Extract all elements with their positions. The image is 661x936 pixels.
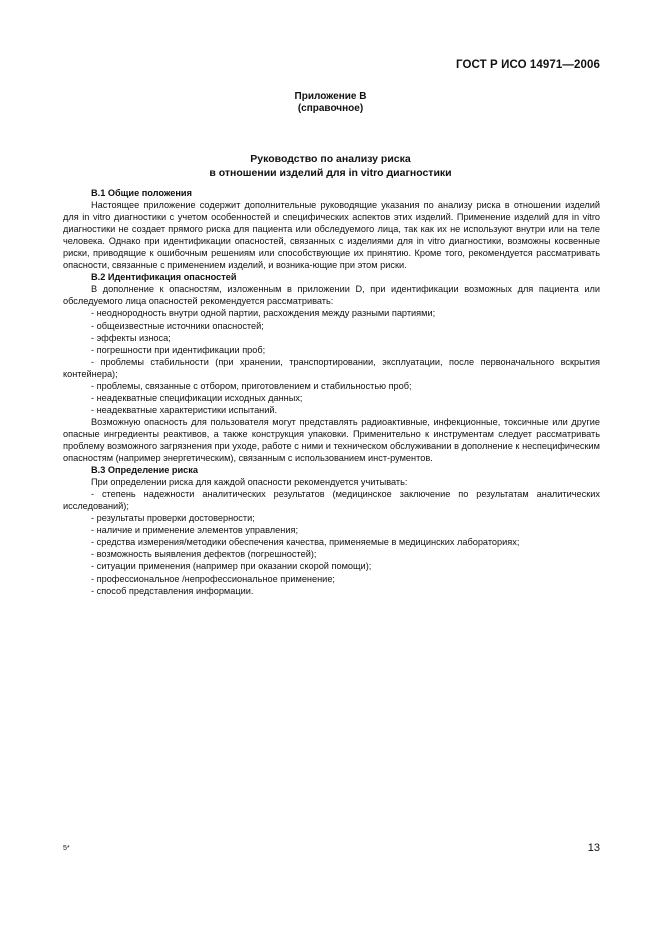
list-item: - неадекватные спецификации исходных данных; xyxy=(91,392,303,403)
list-item: - неоднородность внутри одной партии, расхождения между разными партиями; xyxy=(91,308,436,319)
list-item: - средства измерения/методики обеспечения качества, применяемые в медицинских лабораториях; xyxy=(91,537,520,548)
list-item: - ситуации применения (например при оказании скорой помощи); xyxy=(91,561,372,572)
list-item: - возможность выявления дефектов (погрешностей); xyxy=(91,549,317,560)
list-item: - общеизвестные источники опасностей; xyxy=(91,320,264,331)
list-item: - результаты проверки достоверности; xyxy=(91,513,255,524)
list-item: - профессиональное /непрофессиональное применение; xyxy=(91,573,335,584)
annex-title: Приложение В xyxy=(294,91,367,102)
annex-heading xyxy=(0,91,661,115)
section-b1-heading: В.1 Общие положения xyxy=(91,188,192,198)
annex-subtitle: (справочное) xyxy=(297,103,364,114)
list-item: - погрешности при идентификации проб; xyxy=(91,344,266,355)
document-body xyxy=(63,187,600,597)
list-item: - проблемы, связанные с отбором, приготовлением и стабильностью проб; xyxy=(91,380,412,391)
signature-mark: 5* xyxy=(63,845,70,852)
standard-header: ГОСТ Р ИСО 14971—2006 xyxy=(455,59,600,71)
list-item: - неадекватные характеристики испытаний. xyxy=(91,404,278,415)
document-title-line1: Руководство по анализу риска xyxy=(250,153,411,165)
list-item: - степень надежности аналитических результатов (медицинское заключение по результатам аналитических исследований); xyxy=(63,489,600,512)
list-item: - наличие и применение элементов управления; xyxy=(91,525,299,536)
section-b2-heading: В.2 Идентификация опасностей xyxy=(91,272,237,283)
list-item: - эффекты износа; xyxy=(91,332,171,343)
section-b3-intro: При определении риска для каждой опасности рекомендуется учитывать: xyxy=(91,477,408,488)
section-b2-intro: В дополнение к опасностям, изложенным в приложении D, при идентификации возможных для пациента или обследуемого лица опасностей рекомендуется рассматривать: xyxy=(63,284,600,307)
document-title-line2: в отношении изделий для in vitro диагностики xyxy=(209,167,452,179)
section-b2-closing: Возможную опасность для пользователя могут представлять радиоактивные, инфекционные, токсичные или другие опасные ингредиенты реактивов, а также конструкция упаковки. Применительно к инструментам следует рассматривать проблему возможного загрязнения при уходе, работе с ними и техническом обслуживании в дополнение к неспецифическим опасностям (например энергетическим), связанным с использованием инст-рументов. xyxy=(63,416,600,464)
list-item: - проблемы стабильности (при хранении, транспортировании, эксплуатации, после первоначального вскрытия контейнера); xyxy=(63,356,600,379)
document-title xyxy=(0,152,661,180)
list-item: - способ представления информации. xyxy=(91,585,254,596)
section-b1-paragraph: Настоящее приложение содержит дополнительные руководящие указания по анализу риска в отношении изделий для in vitro диагностики с учетом особенностей и специфических аспектов этих изделий. Применение изделий для in vitro диагностики не создает прямого риска для пациента или обследуемого лица, так как их не используют внутри или на теле человека. Однако при идентификации опасностей, связанных с изделиями для in vitro диагностики, возможны косвенные риски, приводящие к ошибочным решениям или способствующие их принятию. Кроме того, рекомендуется рассматривать опасности, связанные с применением изделий, и возника-ющие при этом риски. xyxy=(63,200,600,271)
page-number: 13 xyxy=(587,842,600,854)
section-b3-heading: В.3 Определение риска xyxy=(91,465,198,476)
